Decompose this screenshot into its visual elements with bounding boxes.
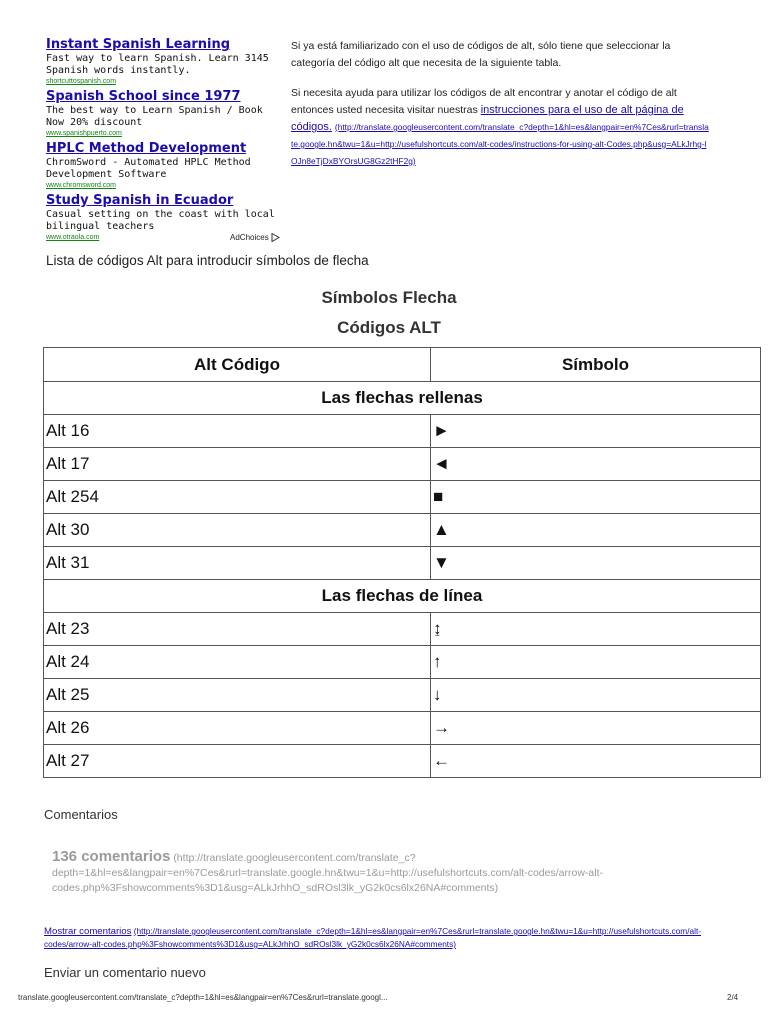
ad-item [46, 89, 286, 138]
table-row [44, 712, 761, 745]
show-comments-url[interactable]: (http://translate.googleusercontent.com/translate_c?depth=1&hl=es&langpair=en%7Ces&rurl=translate.google.hn&twu=1&u=http://usefulshortcuts.com/alt-codes/arrow-alt-codes.php%3Fshowcomments%3D1&usg=ALkJrhhO_sdROsl3lk_yG2k0cs6lx26NA#comments) [44, 926, 702, 949]
comments-count-block [52, 849, 692, 896]
section-title: Las flechas rellenas [44, 382, 761, 415]
alt-codes-table [43, 347, 761, 778]
footer-url: translate.googleusercontent.com/translate_c?depth=1&hl=es&langpair=en%7Ces&rurl=translate.googl... [18, 993, 388, 1002]
ad-url-link[interactable]: www.chromsword.com [46, 182, 117, 189]
symbol: ← [431, 745, 761, 778]
table-subtitle: Códigos ALT [337, 318, 441, 337]
adchoices-button[interactable] [230, 233, 280, 242]
show-comments-block [44, 925, 744, 951]
alt-code: Alt 30 [44, 514, 431, 547]
table-row [44, 646, 761, 679]
ad-title-link[interactable]: Study Spanish in Ecuador [46, 193, 234, 208]
table-row [44, 514, 761, 547]
ad-title-link[interactable]: Spanish School since 1977 [46, 89, 241, 104]
ad-item [46, 141, 286, 190]
new-comment-heading: Enviar un comentario nuevo [44, 965, 206, 980]
alt-code: Alt 31 [44, 547, 431, 580]
list-heading: Lista de códigos Alt para introducir símbolos de flecha [46, 253, 369, 268]
comments-count-url: (http://translate.googleusercontent.com/translate_c?depth=1&hl=es&langpair=en%7Ces&rurl=translate.google.hn&twu=1&u=http://usefulshortcuts.com/alt-codes/arrow-alt-codes.php%3Fshowcomments%3D1&usg=ALkJrhhO_sdROsl3lk_yG2k0cs6lx26NA#comments) [52, 852, 603, 894]
ad-description: Fast way to learn Spanish. Learn 3145 Spanish words instantly. [46, 53, 269, 76]
ad-title-link[interactable]: HPLC Method Development [46, 141, 247, 156]
show-comments-link[interactable]: Mostrar comentarios [44, 926, 132, 937]
ad-description: The best way to Learn Spanish / Book Now 20% discount [46, 105, 263, 128]
symbol: ■ [431, 481, 761, 514]
ad-title-link[interactable]: Instant Spanish Learning [46, 37, 231, 52]
comments-heading: Comentarios [44, 807, 118, 822]
symbol: ▲ [431, 514, 761, 547]
alt-code: Alt 25 [44, 679, 431, 712]
alt-code: Alt 254 [44, 481, 431, 514]
alt-code: Alt 27 [44, 745, 431, 778]
intro-paragraph: Si ya está familiarizado con el uso de códigos de alt, sólo tiene que seleccionar la categoría del código alt que necesita de la siguiente tabla. [291, 40, 671, 69]
symbol: → [431, 712, 761, 745]
alt-code: Alt 17 [44, 448, 431, 481]
symbol: ▼ [431, 547, 761, 580]
adchoices-label: AdChoices [230, 233, 269, 242]
section-row [44, 382, 761, 415]
ad-block [46, 37, 286, 245]
alt-code: Alt 24 [44, 646, 431, 679]
table-row [44, 679, 761, 712]
table-row [44, 745, 761, 778]
table-title: Símbolos Flecha [321, 288, 457, 307]
table-header-row [44, 348, 761, 382]
symbol: ◄ [431, 448, 761, 481]
instructions-link[interactable]: instrucciones para el uso de alt página de códigos. [291, 104, 684, 133]
symbol: ↓ [431, 679, 761, 712]
table-row [44, 481, 761, 514]
column-header-code: Alt Código [44, 348, 431, 382]
table-row [44, 613, 761, 646]
comments-count[interactable]: 136 comentarios [52, 848, 171, 865]
instructions-url[interactable]: (http://translate.googleusercontent.com/translate_c?depth=1&hl=es&langpair=en%7Ces&rurl=translate.google.hn&twu=1&u=http://usefulshortcuts.com/alt-codes/instructions-for-using-alt-Codes.php&usg=ALkJrhg-lOJn8eTjDxBYOrsUG8Gz2tHF2g) [291, 122, 709, 166]
ad-url-link[interactable]: www.spanishpuerto.com [46, 130, 122, 137]
intro-help-text: Si necesita ayuda para utilizar los códigos de alt encontrar y anotar el código de alt entonces usted necesita visitar nuestras [291, 87, 677, 116]
page-number: 2/4 [727, 993, 739, 1002]
section-row [44, 580, 761, 613]
table-row [44, 415, 761, 448]
alt-code: Alt 26 [44, 712, 431, 745]
ad-item [46, 37, 286, 86]
symbol: ► [431, 415, 761, 448]
table-row [44, 547, 761, 580]
alt-code: Alt 16 [44, 415, 431, 448]
symbol: ↑ [431, 646, 761, 679]
ad-description: ChromSword - Automated HPLC Method Development Software [46, 157, 251, 180]
table-row [44, 448, 761, 481]
alt-code: Alt 23 [44, 613, 431, 646]
section-title: Las flechas de línea [44, 580, 761, 613]
symbol: ↨ [431, 613, 761, 646]
ad-description: Casual setting on the coast with local bilingual teachers [46, 209, 275, 232]
intro-paragraph-help [291, 85, 711, 170]
adchoices-icon [271, 233, 280, 242]
ad-url-link[interactable]: www.otraola.com [46, 234, 100, 241]
ad-url-link[interactable]: shortcuttospanish.com [46, 78, 117, 85]
column-header-symbol: Símbolo [431, 348, 761, 382]
intro-text [291, 38, 711, 183]
